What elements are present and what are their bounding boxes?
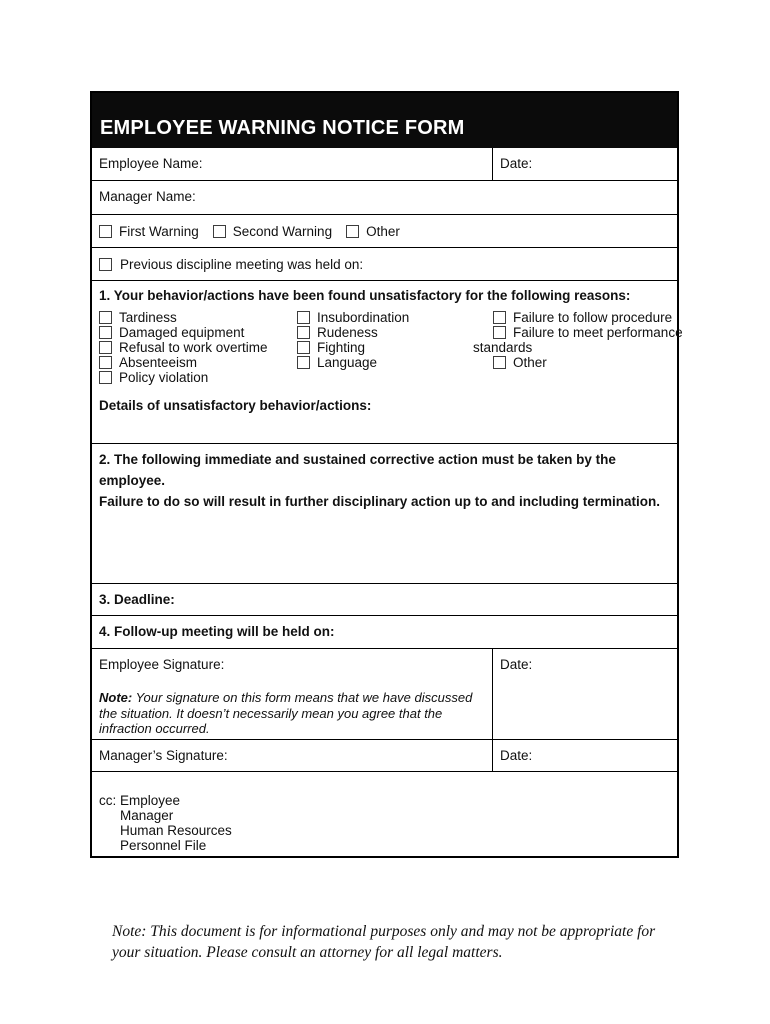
warning-level-row bbox=[92, 215, 677, 248]
employee-signature-cell bbox=[92, 649, 493, 739]
reason-label: Policy violation bbox=[119, 370, 209, 385]
cc-items bbox=[120, 793, 232, 853]
second-warning-label: Second Warning bbox=[232, 224, 333, 239]
reason-item bbox=[473, 310, 673, 325]
signature-note-text: Your signature on this form means that we have discussed the situation. It doesn’t necessarily mean you agree that the infraction occurred. bbox=[99, 690, 473, 736]
reasons-column-3 bbox=[473, 310, 683, 385]
reason-label-wrap: standards bbox=[473, 340, 533, 355]
cc-label: cc: bbox=[99, 793, 117, 808]
checkbox-insubordination[interactable] bbox=[297, 311, 310, 324]
checkbox-rudeness[interactable] bbox=[297, 326, 310, 339]
section-4-followup bbox=[92, 616, 677, 649]
section-1-heading: 1. Your behavior/actions have been found unsatisfactory for the following reasons: bbox=[99, 288, 631, 303]
signature-note-prefix: Note: bbox=[99, 690, 133, 705]
first-warning-label: First Warning bbox=[119, 224, 199, 239]
reason-label: Failure to follow procedure bbox=[513, 310, 673, 325]
reason-label: Language bbox=[317, 355, 378, 370]
employee-name-field: Employee Name: bbox=[92, 148, 493, 180]
employee-signature-row bbox=[92, 649, 677, 740]
manager-name-field: Manager Name: bbox=[99, 189, 196, 204]
reason-label: Tardiness bbox=[119, 310, 177, 325]
reason-label: Absenteeism bbox=[119, 355, 198, 370]
reason-item bbox=[99, 355, 297, 370]
reason-label: Other bbox=[513, 355, 547, 370]
checkbox-damaged-equipment[interactable] bbox=[99, 326, 112, 339]
reasons-grid bbox=[92, 303, 683, 385]
signature-note bbox=[99, 690, 477, 737]
cc-item: Personnel File bbox=[120, 838, 207, 853]
checkbox-absenteeism[interactable] bbox=[99, 356, 112, 369]
employee-warning-form bbox=[90, 91, 683, 858]
checkbox-previous-meeting[interactable] bbox=[99, 258, 112, 271]
employee-name-row bbox=[92, 148, 677, 181]
reason-item bbox=[99, 325, 297, 340]
previous-meeting-row bbox=[92, 248, 677, 281]
employee-signature-label: Employee Signature: bbox=[99, 657, 225, 672]
checkbox-failure-procedure[interactable] bbox=[493, 311, 506, 324]
section-1-reasons bbox=[92, 281, 683, 444]
employee-signature-date-field: Date: bbox=[500, 657, 533, 672]
reason-item bbox=[99, 310, 297, 325]
manager-signature-date-field: Date: bbox=[500, 748, 533, 763]
manager-signature-label: Manager’s Signature: bbox=[92, 740, 493, 771]
checkbox-fighting[interactable] bbox=[297, 341, 310, 354]
reason-item bbox=[99, 340, 297, 355]
checkbox-other-reason[interactable] bbox=[493, 356, 506, 369]
second-warning-option bbox=[213, 224, 332, 239]
section-3-deadline bbox=[92, 584, 677, 616]
reason-item bbox=[297, 310, 473, 325]
reason-item bbox=[297, 340, 473, 355]
reason-label: Failure to meet performance bbox=[513, 325, 683, 340]
details-label: Details of unsatisfactory behavior/actions: bbox=[99, 398, 372, 413]
reason-item bbox=[297, 325, 473, 340]
deadline-label: 3. Deadline: bbox=[99, 592, 175, 607]
reason-label: Rudeness bbox=[317, 325, 378, 340]
checkbox-language[interactable] bbox=[297, 356, 310, 369]
other-warning-label: Other bbox=[366, 224, 400, 239]
cc-item: Employee bbox=[120, 793, 181, 808]
reason-label: Damaged equipment bbox=[119, 325, 245, 340]
checkbox-second-warning[interactable] bbox=[213, 225, 226, 238]
cc-item: Human Resources bbox=[120, 823, 232, 838]
reason-label: Fighting bbox=[317, 340, 366, 355]
section-2-line-1: 2. The following immediate and sustained corrective action must be taken by the employee. bbox=[99, 452, 616, 488]
section-2-line-2: Failure to do so will result in further disciplinary action up to and including termination. bbox=[99, 494, 661, 509]
reason-item bbox=[99, 370, 297, 385]
reason-item bbox=[297, 355, 473, 370]
cc-item: Manager bbox=[120, 808, 174, 823]
checkbox-other-warning[interactable] bbox=[346, 225, 359, 238]
other-warning-option bbox=[346, 224, 400, 239]
checkbox-first-warning[interactable] bbox=[99, 225, 112, 238]
reasons-column-2 bbox=[297, 310, 473, 385]
manager-signature-row bbox=[92, 740, 677, 772]
form-header bbox=[92, 93, 677, 148]
checkbox-policy-violation[interactable] bbox=[99, 371, 112, 384]
manager-name-row bbox=[92, 181, 677, 215]
form-title: EMPLOYEE WARNING NOTICE FORM bbox=[100, 117, 465, 139]
reasons-column-1 bbox=[99, 310, 297, 385]
checkbox-failure-performance[interactable] bbox=[493, 326, 506, 339]
date-field: Date: bbox=[500, 156, 533, 171]
checkbox-refusal-overtime[interactable] bbox=[99, 341, 112, 354]
first-warning-option bbox=[99, 224, 199, 239]
checkbox-tardiness[interactable] bbox=[99, 311, 112, 324]
followup-label: 4. Follow-up meeting will be held on: bbox=[99, 624, 335, 639]
previous-meeting-label: Previous discipline meeting was held on: bbox=[120, 257, 364, 272]
footer-disclaimer: Note: This document is for informational purposes only and may not be appropriate for your situation. Please consult an attorney for all legal matters. bbox=[112, 923, 656, 961]
section-2-corrective-action bbox=[92, 444, 677, 584]
reason-item bbox=[473, 355, 673, 370]
reason-label: Insubordination bbox=[317, 310, 410, 325]
cc-row bbox=[92, 772, 677, 856]
reason-item bbox=[473, 325, 683, 340]
reason-label: Refusal to work overtime bbox=[119, 340, 268, 355]
